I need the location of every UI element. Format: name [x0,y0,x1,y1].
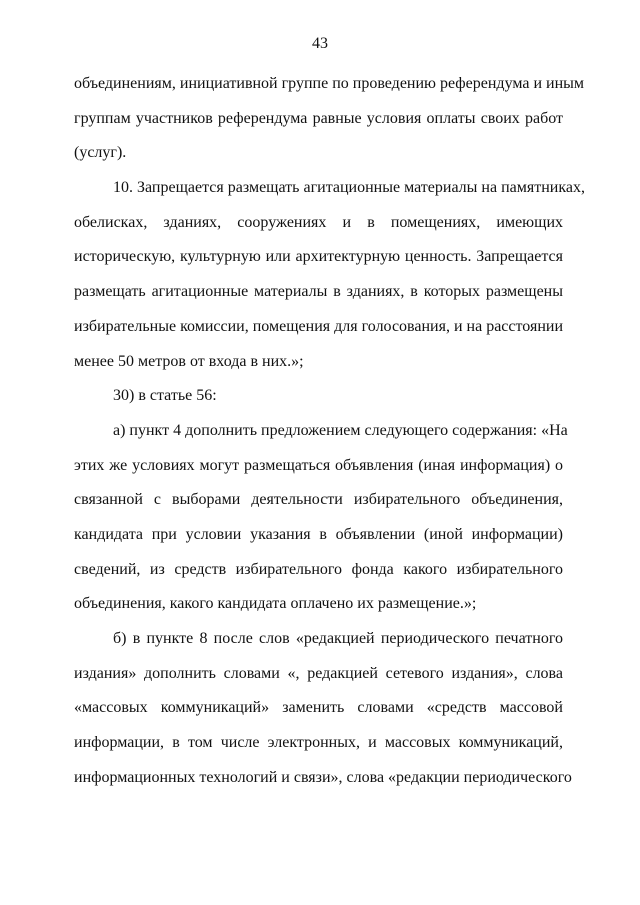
text-line: сведений, из средств избирательного фонда какого избирательного [74,560,563,578]
text-line: размещать агитационные материалы в зданиях, в которых размещены [74,283,563,301]
text-line: кандидата при условии указания в объявлении (иной информации) [74,525,563,543]
text-line: а) пункт 4 дополнить предложением следующего содержания: «На [113,421,568,439]
text-line: б) в пункте 8 после слов «редакцией периодического печатного [113,630,563,647]
text-line: информации, в том числе электронных, и массовых коммуникаций, [74,734,563,752]
text-line: объединениям, инициативной группе по проведению референдума и иным [74,75,585,92]
text-line: издания» дополнить словами «, редакцией сетевого издания», слова [74,664,563,682]
text-line: обелисках, зданиях, сооружениях и в помещениях, имеющих [74,213,563,231]
page-number: 43 [312,35,328,52]
text-line: связанной с выборами деятельности избирательного объединения, [74,491,563,509]
text-line: менее 50 метров от входа в них.»; [74,352,304,370]
text-line: группам участников референдума равные условия оплаты своих работ [74,109,563,127]
text-line: избирательные комиссии, помещения для голосования, и на расстоянии [74,317,564,335]
text-line: объединения, какого кандидата оплачено их размещение.»; [74,595,477,613]
text-line: 10. Запрещается размещать агитационные материалы на памятниках, [113,179,585,197]
text-line: «массовых коммуникаций» заменить словами «средств массовой [74,699,563,717]
text-line: этих же условиях могут размещаться объявления (иная информация) о [74,456,563,474]
text-line: историческую, культурную или архитектурную ценность. Запрещается [74,248,563,266]
text-line: 30) в статье 56: [113,387,217,405]
text-line: информационных технологий и связи», слова «редакции периодического [74,768,572,786]
text-line: (услуг). [74,144,127,162]
document-body [74,67,585,795]
